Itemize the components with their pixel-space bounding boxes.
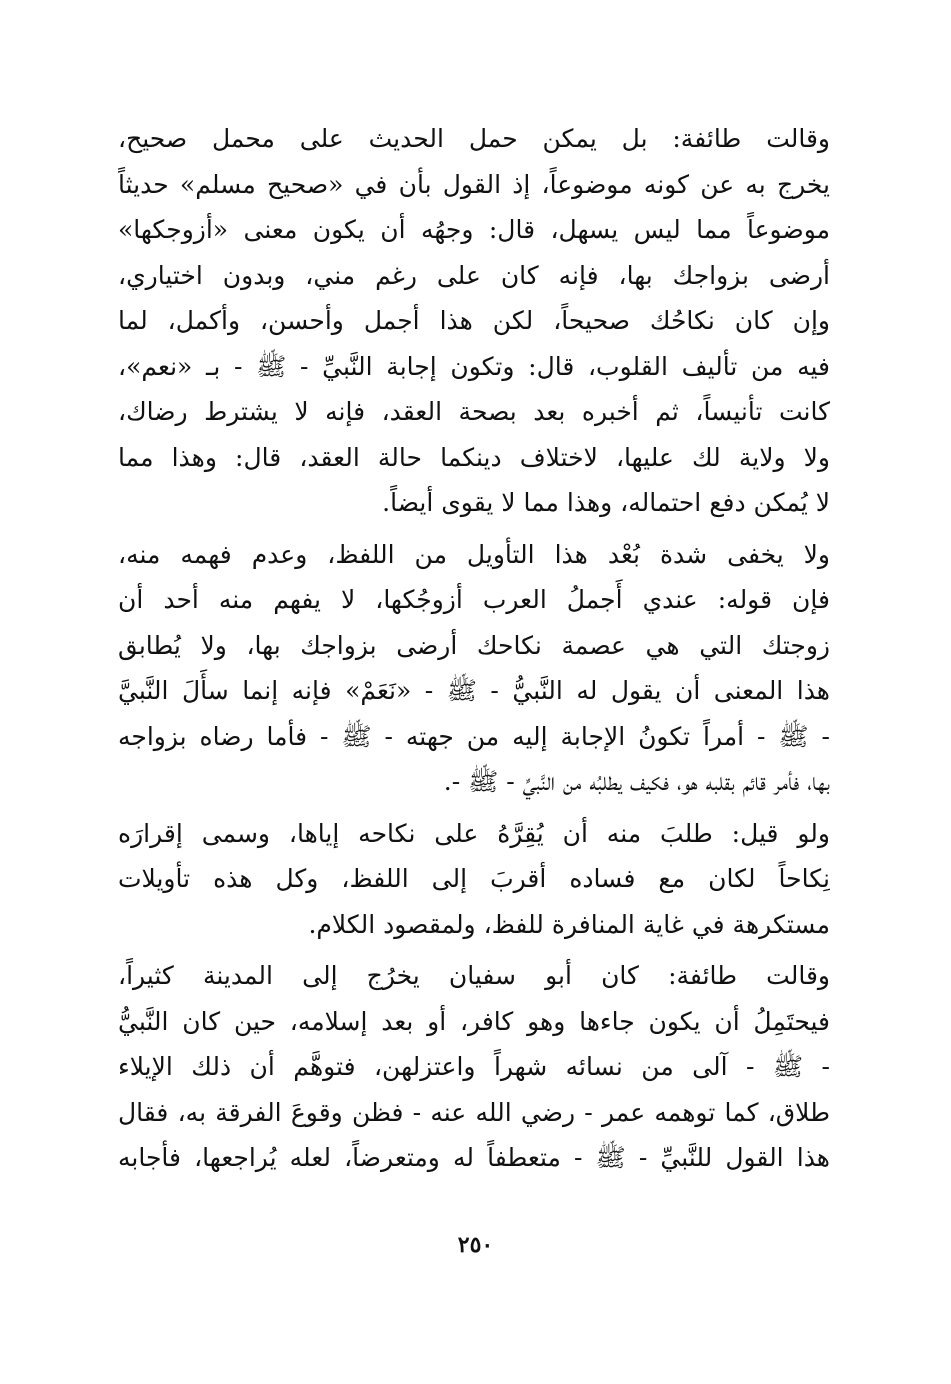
- text-line: - ﷺ - أمراً تكونُ الإجابة إليه من جهته - ﷺ - فأما رضاه بزواجه: [118, 721, 830, 751]
- text-line: زوجتك التي هي عصمة نكاحك أرضى بزواجك بها، ولا يُطابق: [118, 630, 830, 660]
- text-line: وقالت طائفة: بل يمكن حمل الحديث على محمل صحيح،: [118, 124, 830, 153]
- text-line: نِكاحاً لكان مع فساده أقربَ إلى اللفظ، وكل هذه تأويلات: [118, 864, 830, 893]
- page-number: ٢٥٠: [457, 1232, 494, 1258]
- text-line: ولو قيل: طلبَ منه أن يُقِرَّهُ على نكاحه إياها، وسمى إقرارَه: [118, 818, 830, 848]
- text-line: ولا ولاية لك عليها، لاختلاف دينكما حالة العقد، قال: وهذا مما: [118, 442, 830, 472]
- text-line: هذا المعنى أن يقول له النَّبيُّ - ﷺ - «نَعَمْ» فإنه إنما سأَلَ النَّبيَّ: [118, 676, 830, 705]
- text-line: فيه من تأليف القلوب، قال: وتكون إجابة النَّبيِّ - ﷺ - بـ «نعم»،: [118, 351, 830, 381]
- text-line: فيحتَمِلُ أن يكون جاءها وهو كافر، أو بعد إسلامه، حين كان النَّبيُّ: [118, 1006, 830, 1036]
- text-line: فإن قوله: عندي أَجملُ العرب أزوجُكها، لا يفهم منه أحد أن: [118, 585, 830, 614]
- paragraph-3: [118, 811, 830, 948]
- text-line: ولا يخفى شدة بُعْد هذا التأويل من اللفظ، وعدم فهمه منه،: [118, 539, 830, 569]
- body-text: [118, 116, 830, 1181]
- text-line: بها، فأمر قائم بقلبه هو، فكيف يطلبُه من النَّبيِّ - ﷺ -.: [443, 767, 830, 796]
- text-line: يخرج به عن كونه موضوعاً، إذ القول بأن في «صحيح مسلم» حديثاً: [118, 169, 830, 199]
- text-line: أرضى بزواجك بها، فإنه كان على رغم مني، وبدون اختياري،: [118, 260, 830, 290]
- paragraph-1: [118, 116, 830, 526]
- paragraph-4: [118, 953, 830, 1181]
- text-line: - ﷺ - آلى من نسائه شهراً واعتزلهن، فتوهَّم أن ذلك الإيلاء: [118, 1052, 830, 1081]
- text-line: وقالت طائفة: كان أبو سفيان يخرُج إلى المدينة كثيراً،: [118, 961, 830, 990]
- text-line: كانت تأنيساً، ثم أخبره بعد بصحة العقد، فإنه لا يشترط رضاك،: [118, 397, 830, 426]
- text-line: مستكرهة في غاية المنافرة للفظ، ولمقصود الكلام.: [308, 909, 830, 939]
- text-line: وإن كان نكاحُك صحيحاً، لكن هذا أجمل وأحسن، وأكمل، لما: [118, 306, 830, 335]
- paragraph-2: [118, 532, 830, 805]
- text-line: موضوعاً مما ليس يسهل، قال: وجهُه أن يكون معنى «أزوجكها»: [118, 215, 830, 244]
- text-line: طلاق، كما توهمه عمر - رضي الله عنه - فظن وقوعَ الفرقة به، فقال: [118, 1097, 830, 1127]
- text-line: لا يُمكن دفع احتماله، وهذا مما لا يقوى أيضاً.: [382, 488, 830, 517]
- text-line: هذا القول للنَّبيِّ - ﷺ - متعطفاً له ومتعرضاً، لعله يُراجعها، فأجابه: [118, 1143, 830, 1172]
